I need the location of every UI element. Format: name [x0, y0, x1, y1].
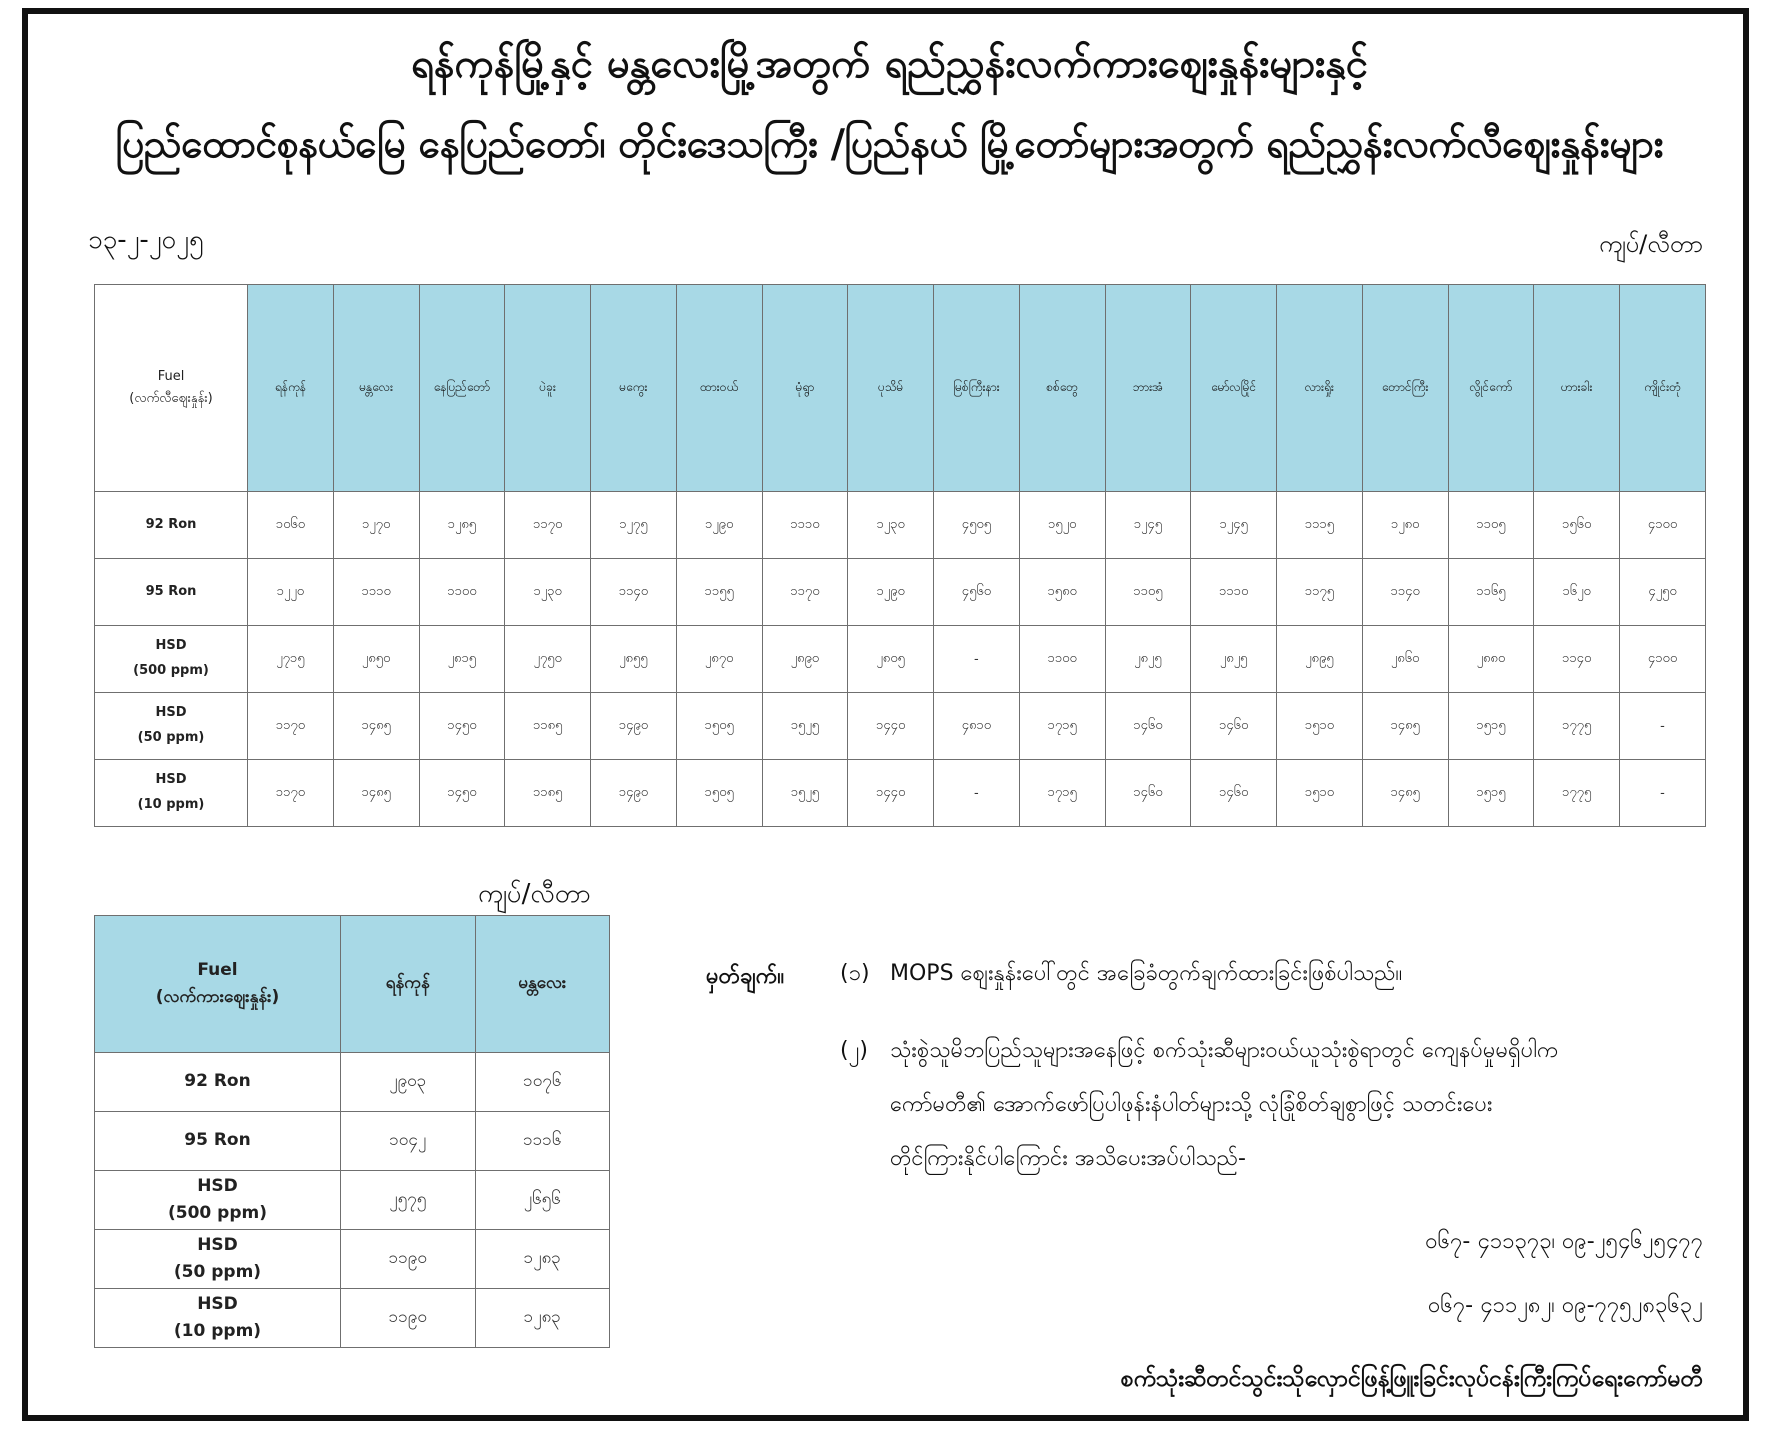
- price-cell: ၄၁၀၀: [1620, 492, 1706, 559]
- contact-phone: ၀၆၇- ၄၁၁၃၇၃၊ ၀၉-၂၅၄၆၂၅၄၇၇: [1425, 1229, 1703, 1254]
- price-cell: ၁၀၇၆: [475, 1053, 610, 1112]
- city-column-header: ထားဝယ်: [676, 285, 762, 492]
- note-2-number: (၂): [840, 1038, 868, 1063]
- fuel-label-line: (500 ppm): [133, 663, 209, 678]
- fuel-label-line: HSD: [197, 1293, 238, 1314]
- table-row: [95, 760, 1706, 827]
- table-row: [95, 1112, 610, 1171]
- city-column-header: နေပြည်တော်: [419, 285, 505, 492]
- price-cell: ၂၈၀၅: [848, 626, 934, 693]
- fuel-name-cell: [95, 1053, 341, 1112]
- page-title: ရန်ကုန်မြို့နှင့် မန္တလေးမြို့အတွက် ရည်ညွှန်းလက်ကားဈေးနှုန်းများနှင့်: [410, 41, 1369, 87]
- city-column-header: တောင်ကြီး: [1362, 285, 1448, 492]
- contact-phone: ၀၆၇- ၄၁၁၂၈၂၊ ၀၉-၇၇၅၂၈၃၆၃၂: [1428, 1293, 1703, 1318]
- price-cell: ၁၂၈၃: [475, 1289, 610, 1348]
- price-cell: ၂၈၅၀: [333, 626, 419, 693]
- price-cell: ၁၁၅၅: [676, 559, 762, 626]
- price-cell: -: [934, 626, 1020, 693]
- price-cell: ၁၁၁၀: [333, 559, 419, 626]
- price-cell: ၁၇၁၅: [1019, 693, 1105, 760]
- price-cell: ၁၂၉၀: [676, 492, 762, 559]
- note-2-line: ကော်မတီ၏ အောက်ဖော်ပြပါဖုန်းနံပါတ်များသို့ လုံခြုံစိတ်ချစွာဖြင့် သတင်းပေး: [890, 1092, 1493, 1117]
- fuel-label-line: (50 ppm): [137, 730, 205, 745]
- city-column-header: စစ်တွေ: [1019, 285, 1105, 492]
- unit-label: ကျပ်/လီတာ: [1598, 230, 1703, 258]
- price-cell: ၁၂၉၀: [848, 559, 934, 626]
- price-cell: ၁၁၈၅: [505, 760, 591, 827]
- fuel-label-line: HSD: [155, 772, 187, 788]
- price-cell: ၁၄၈၅: [1362, 693, 1448, 760]
- fuel-name-cell: [95, 693, 248, 760]
- price-cell: ၁၅၂၅: [762, 760, 848, 827]
- price-cell: ၁၂၄၅: [1105, 492, 1191, 559]
- city-column-header: ရန်ကုန်: [248, 285, 334, 492]
- retail-price-table: [94, 284, 1706, 827]
- price-cell: ၁၁၁၀: [762, 492, 848, 559]
- price-cell: ၂၈၉၅: [1277, 626, 1363, 693]
- price-cell: ၂၈၉၀: [762, 626, 848, 693]
- price-cell: ၁၂၂၀: [248, 559, 334, 626]
- page-subtitle: ပြည်ထောင်စုနယ်မြေ နေပြည်တော်၊ တိုင်းဒေသကြီး /ပြည်နယ် မြို့တော်များအတွက် ရည်ညွှန်းလက်လီဈေးနှုန်းများ: [115, 122, 1664, 167]
- fuel-name-cell: [95, 1112, 341, 1171]
- fuel-name-cell: [95, 626, 248, 693]
- price-cell: ၁၁၀၀: [1019, 626, 1105, 693]
- price-cell: ၁၁၀၅: [1448, 492, 1534, 559]
- fuel-label-line: 92 Ron: [145, 516, 197, 532]
- table-row: [95, 626, 1706, 693]
- price-cell: ၂၈၇၀: [676, 626, 762, 693]
- city-column-header: ကျိုင်းတုံ: [1620, 285, 1706, 492]
- price-cell: ၁၄၆၀: [1105, 693, 1191, 760]
- fuel-label-line: (50 ppm): [173, 1262, 262, 1282]
- price-cell: -: [934, 760, 1020, 827]
- price-cell: ၁၁၇၀: [505, 492, 591, 559]
- table-row: [95, 559, 1706, 626]
- wholesale-price-table: [94, 915, 610, 1348]
- price-cell: -: [1620, 693, 1706, 760]
- price-cell: ၂၈၂၅: [1191, 626, 1277, 693]
- price-cell: ၁၅၁၅: [1448, 693, 1534, 760]
- price-cell: ၁၄၈၅: [333, 693, 419, 760]
- price-cell: ၁၁၇၅: [1277, 559, 1363, 626]
- price-cell: -: [1620, 760, 1706, 827]
- table-row: [95, 1230, 610, 1289]
- city-column-header: ဟားခါး: [1534, 285, 1620, 492]
- price-cell: ၂၈၁၅: [419, 626, 505, 693]
- price-cell: ၁၅၁၀: [1277, 760, 1363, 827]
- price-cell: ၁၁၁၆: [475, 1112, 610, 1171]
- table-row: [95, 1171, 610, 1230]
- price-cell: ၂၈၈၀: [1448, 626, 1534, 693]
- price-cell: ၁၄၉၀: [591, 693, 677, 760]
- fuel-label-line: 95 Ron: [184, 1130, 251, 1151]
- price-cell: ၂၈၅၅: [591, 626, 677, 693]
- price-cell: ၁၄၈၅: [1362, 760, 1448, 827]
- price-cell: ၁၄၅၀: [419, 760, 505, 827]
- price-cell: ၁၅၂၀: [1019, 492, 1105, 559]
- price-cell: ၄၁၀၀: [1620, 626, 1706, 693]
- price-cell: ၁၁၇၀: [762, 559, 848, 626]
- fuel-label-line: Fuel: [197, 959, 238, 980]
- price-cell: ၁၄၆၀: [1105, 760, 1191, 827]
- price-cell: ၂၇၅၀: [505, 626, 591, 693]
- price-cell: ၁၅၁၀: [1277, 693, 1363, 760]
- price-cell: ၁၅၀၅: [676, 760, 762, 827]
- city-column-header: ဘားအံ: [1105, 285, 1191, 492]
- note-2-line: သုံးစွဲသူမိဘပြည်သူများအနေဖြင့် စက်သုံးဆီများဝယ်ယူသုံးစွဲရာတွင် ကျေနပ်မှုမရှိပါက: [890, 1038, 1559, 1063]
- price-cell: ၁၇၁၅: [1019, 760, 1105, 827]
- price-cell: ၁၀၄၂: [341, 1112, 476, 1171]
- table-row: [95, 693, 1706, 760]
- price-cell: ၁၁၇၀: [248, 760, 334, 827]
- city-column-header: ပဲခူး: [505, 285, 591, 492]
- fuel-label-line: (လက်လီဈေးနှုန်း): [129, 391, 213, 406]
- price-cell: ၁၀၆၀: [248, 492, 334, 559]
- fuel-column-header: [95, 285, 248, 492]
- fuel-label-line: HSD: [155, 705, 187, 721]
- fuel-label-line: (လက်ကားဈေးနှုန်း): [155, 987, 280, 1007]
- price-cell: ၁၅၆၀: [1534, 492, 1620, 559]
- price-cell: ၁၂၈၃: [475, 1230, 610, 1289]
- note-1-text: MOPS ဈေးနှုန်းပေါ်တွင် အခြေခံတွက်ချက်ထားခြင်းဖြစ်ပါသည်။: [890, 961, 1403, 986]
- price-cell: ၁၂၃၀: [505, 559, 591, 626]
- city-column-header: လားရှိုး: [1277, 285, 1363, 492]
- city-column-header: မန္တလေး: [475, 916, 610, 1053]
- note-2-line: တိုင်ကြားနိုင်ပါကြောင်း အသိပေးအပ်ပါသည်-: [890, 1146, 1246, 1171]
- fuel-label-line: (10 ppm): [137, 797, 205, 812]
- table-row: [95, 492, 1706, 559]
- price-cell: ၁၁၉၀: [341, 1230, 476, 1289]
- price-cell: ၁၁၁၀: [1191, 559, 1277, 626]
- price-cell: ၁၂၇၅: [591, 492, 677, 559]
- committee-signature: စက်သုံးဆီတင်သွင်းသိုလှောင်ဖြန့်ဖြူးခြင်းလုပ်ငန်းကြီးကြပ်ရေးကော်မတီ: [1120, 1366, 1703, 1392]
- fuel-name-cell: [95, 1289, 341, 1348]
- price-cell: ၁၂၃၀: [848, 492, 934, 559]
- price-cell: ၁၂၇၀: [333, 492, 419, 559]
- fuel-label-line: HSD: [155, 638, 187, 654]
- fuel-label-line: (500 ppm): [168, 1203, 267, 1223]
- price-cell: ၁၁၄၀: [1362, 559, 1448, 626]
- price-cell: ၂၇၁၅: [248, 626, 334, 693]
- fuel-label-line: 95 Ron: [145, 583, 197, 599]
- price-cell: ၁၁၀၀: [419, 559, 505, 626]
- city-column-header: မန္တလေး: [333, 285, 419, 492]
- table-row: [95, 1289, 610, 1348]
- city-column-header: ရန်ကုန်: [341, 916, 476, 1053]
- price-cell: ၁၅၁၅: [1448, 760, 1534, 827]
- price-cell: ၁၄၆၀: [1191, 693, 1277, 760]
- price-cell: ၄၈၁၀: [934, 693, 1020, 760]
- price-cell: ၁၇၇၅: [1534, 693, 1620, 760]
- fuel-name-cell: [95, 760, 248, 827]
- fuel-column-header: [95, 916, 341, 1053]
- note-1-number: (၁): [840, 961, 870, 986]
- fuel-label-line: HSD: [197, 1175, 238, 1196]
- price-cell: ၄၅၀၅: [934, 492, 1020, 559]
- price-cell: ၁၅၀၅: [676, 693, 762, 760]
- price-cell: ၁၁၄၀: [1534, 626, 1620, 693]
- price-cell: ၁၁၁၅: [1277, 492, 1363, 559]
- wholesale-unit-label: ကျပ်/လီတာ: [478, 879, 591, 909]
- price-cell: ၂၆၅၆: [475, 1171, 610, 1230]
- fuel-name-cell: [95, 1171, 341, 1230]
- notes-label: မှတ်ချက်။: [706, 964, 785, 989]
- city-column-header: မကွေး: [591, 285, 677, 492]
- price-cell: ၂၉၀၃: [341, 1053, 476, 1112]
- fuel-label-line: HSD: [197, 1234, 238, 1255]
- price-cell: ၁၁၀၅: [1105, 559, 1191, 626]
- price-cell: ၁၇၇၅: [1534, 760, 1620, 827]
- city-column-header: ပုသိမ်: [848, 285, 934, 492]
- price-cell: ၁၂၈၅: [419, 492, 505, 559]
- price-cell: ၁၄၄၀: [848, 693, 934, 760]
- fuel-label-line: Fuel: [157, 368, 185, 384]
- price-cell: ၁၁၈၅: [505, 693, 591, 760]
- price-cell: ၂၈၆၀: [1362, 626, 1448, 693]
- price-cell: ၄၂၅၀: [1620, 559, 1706, 626]
- price-cell: ၄၅၆၀: [934, 559, 1020, 626]
- price-cell: ၁၄၈၅: [333, 760, 419, 827]
- fuel-name-cell: [95, 559, 248, 626]
- price-cell: ၁၁၄၀: [591, 559, 677, 626]
- fuel-name-cell: [95, 492, 248, 559]
- price-cell: ၁၄၆၀: [1191, 760, 1277, 827]
- price-cell: ၁၅၈၀: [1019, 559, 1105, 626]
- price-cell: ၁၅၂၅: [762, 693, 848, 760]
- fuel-name-cell: [95, 1230, 341, 1289]
- price-cell: ၁၁၇၀: [248, 693, 334, 760]
- price-cell: ၁၂၄၅: [1191, 492, 1277, 559]
- price-cell: ၁၁၆၅: [1448, 559, 1534, 626]
- city-column-header: မြစ်ကြီးနား: [934, 285, 1020, 492]
- price-cell: ၁၄၅၀: [419, 693, 505, 760]
- price-cell: ၁၁၉၀: [341, 1289, 476, 1348]
- table-row: [95, 1053, 610, 1112]
- price-cell: ၁၄၉၀: [591, 760, 677, 827]
- city-column-header: မုံရွာ: [762, 285, 848, 492]
- price-cell: ၁၂၈၀: [1362, 492, 1448, 559]
- city-column-header: မော်လမြိုင်: [1191, 285, 1277, 492]
- city-column-header: လွိုင်ကော်: [1448, 285, 1534, 492]
- price-cell: ၁၄၄၀: [848, 760, 934, 827]
- fuel-label-line: (10 ppm): [173, 1321, 262, 1341]
- price-cell: ၂၅၇၅: [341, 1171, 476, 1230]
- price-cell: ၂၈၂၅: [1105, 626, 1191, 693]
- price-cell: ၁၆၂၀: [1534, 559, 1620, 626]
- date-label: ၁၃-၂-၂၀၂၅: [88, 225, 204, 255]
- fuel-label-line: 92 Ron: [184, 1071, 251, 1092]
